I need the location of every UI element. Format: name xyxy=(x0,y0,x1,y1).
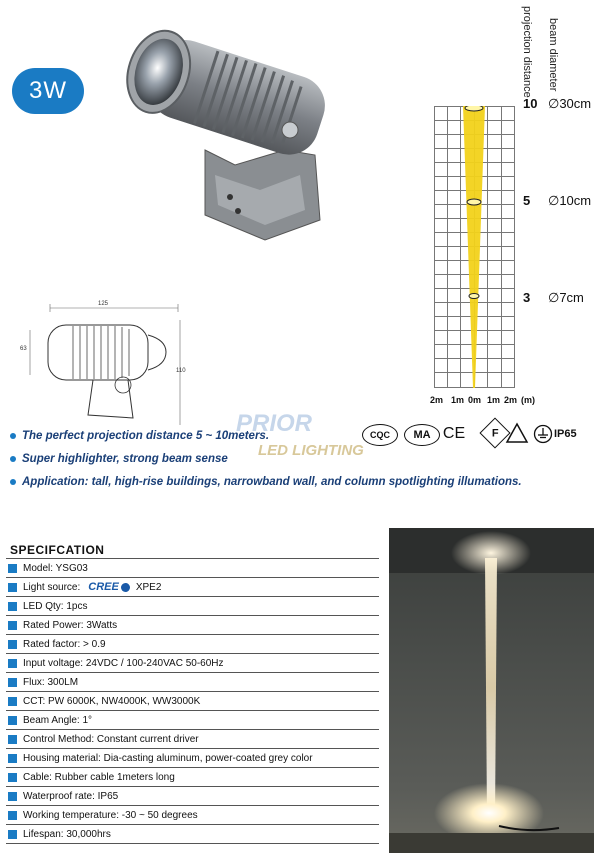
spec-bullet-icon xyxy=(8,640,17,649)
x-label-0m: 0m xyxy=(468,395,482,405)
spec-row-lifespan xyxy=(6,825,379,844)
spec-row-housing xyxy=(6,749,379,768)
spec-row-cable xyxy=(6,768,379,787)
spec-bullet-icon xyxy=(8,773,17,782)
spec-bullet-icon xyxy=(8,830,17,839)
spec-row-rated-factor xyxy=(6,635,379,654)
spec-row-led-qty xyxy=(6,597,379,616)
distance-5: 5 xyxy=(523,193,531,208)
spec-row-light-source xyxy=(6,578,379,597)
cert-triangle-icon xyxy=(505,422,529,444)
distance-10: 10 xyxy=(523,96,538,111)
bullet-dot-icon xyxy=(10,456,16,462)
ground-symbol-icon xyxy=(533,424,553,444)
dim-height-right: 110 xyxy=(176,368,186,374)
spec-row-model xyxy=(6,559,379,578)
x-label-1m-left: 1m xyxy=(451,395,465,405)
x-label-1m-right: 1m xyxy=(487,395,501,405)
feature-2 xyxy=(10,453,228,465)
spec-row-waterproof xyxy=(6,787,379,806)
spec-flux: Flux: 300LM xyxy=(23,676,79,688)
feature-2-text: Super highlighter, strong beam sense xyxy=(22,453,228,465)
cert-ip65: IP65 xyxy=(554,428,577,440)
spec-rated-power: Rated Power: 3Watts xyxy=(23,619,118,631)
spec-row-flux xyxy=(6,673,379,692)
cree-logo-icon xyxy=(121,583,130,592)
cert-cqc-icon: CQC xyxy=(362,424,398,446)
spec-bullet-icon xyxy=(8,716,17,725)
bullet-dot-icon xyxy=(10,479,16,485)
spec-row-rated-power xyxy=(6,616,379,635)
spec-model: Model: YSG03 xyxy=(23,562,88,574)
projection-distance-label: projection distance xyxy=(521,6,533,98)
dim-width: 125 xyxy=(98,301,109,307)
spec-temperature: Working temperature: -30 ~ 50 degrees xyxy=(23,809,198,821)
spec-row-control xyxy=(6,730,379,749)
spec-control: Control Method: Constant current driver xyxy=(23,733,199,745)
spec-housing: Housing material: Dia-casting aluminum, power-coated grey color xyxy=(23,752,313,764)
spotlight-product-image xyxy=(110,25,340,250)
spec-bullet-icon xyxy=(8,602,17,611)
beam-marker-3 xyxy=(469,294,479,299)
spec-bullet-icon xyxy=(8,659,17,668)
spec-bullet-icon xyxy=(8,811,17,820)
spec-bullet-icon xyxy=(8,735,17,744)
spec-row-beam-angle xyxy=(6,711,379,730)
spec-beam-angle: Beam Angle: 1° xyxy=(23,714,93,726)
spec-bullet-icon xyxy=(8,621,17,630)
spec-lifespan: Lifespan: 30,000hrs xyxy=(23,828,111,840)
spec-row-input-voltage xyxy=(6,654,379,673)
spec-bullet-icon xyxy=(8,564,17,573)
feature-3 xyxy=(10,476,522,488)
diameter-30: ∅30cm xyxy=(548,96,592,111)
beam-photo-art xyxy=(389,528,594,853)
beam-photo xyxy=(389,528,594,853)
dimension-drawing xyxy=(18,300,193,430)
spec-bullet-icon xyxy=(8,792,17,801)
feature-1 xyxy=(10,430,269,442)
feature-3-text: Application: tall, high-rise buildings, narrowband wall, and column spotlighting illumations. xyxy=(22,476,522,488)
beam-marker-5 xyxy=(467,199,481,205)
bullet-dot-icon xyxy=(10,433,16,439)
dim-height-left: 63 xyxy=(20,346,27,352)
cert-ce-icon: CE xyxy=(442,425,466,442)
spec-input-voltage: Input voltage: 24VDC / 100-240VAC 50-60Hz xyxy=(23,657,224,669)
spec-bullet-icon xyxy=(8,754,17,763)
cert-ma-icon: MA xyxy=(404,424,440,446)
spec-bullet-icon xyxy=(8,678,17,687)
spec-bullet-icon xyxy=(8,583,17,592)
spec-title: SPECIFCATION xyxy=(10,543,105,557)
spec-light-source-value: XPE2 xyxy=(135,581,162,593)
cree-logo: CREE xyxy=(88,581,119,593)
spec-waterproof: Waterproof rate: IP65 xyxy=(23,790,119,802)
spec-light-source: Light source: xyxy=(23,581,81,593)
distance-3: 3 xyxy=(523,290,531,305)
watermark-sub: LED LIGHTING xyxy=(258,442,364,459)
diameter-7: ∅7cm xyxy=(548,290,584,305)
spec-row-temperature xyxy=(6,806,379,825)
spec-rated-factor: Rated factor: > 0.9 xyxy=(23,638,106,650)
feature-1-text: The perfect projection distance 5 ~ 10meters. xyxy=(22,430,270,442)
x-label-unit: (m) xyxy=(521,395,535,405)
diameter-10: ∅10cm xyxy=(548,193,592,208)
spec-row-cct xyxy=(6,692,379,711)
beam-grid xyxy=(434,106,515,388)
watermark-brand: PRIOR xyxy=(236,410,313,437)
x-label-2m-right: 2m xyxy=(504,395,518,405)
cert-f-label: F xyxy=(491,426,499,439)
beam-marker-10 xyxy=(465,106,483,111)
spec-led-qty: LED Qty: 1pcs xyxy=(23,600,88,612)
spec-cct: CCT: PW 6000K, NW4000K, WW3000K xyxy=(23,695,201,707)
power-badge: 3W xyxy=(12,68,84,114)
grid-lines xyxy=(434,106,515,388)
spec-bullet-icon xyxy=(8,697,17,706)
x-label-2m-left: 2m xyxy=(430,395,444,405)
spec-cable: Cable: Rubber cable 1meters long xyxy=(23,771,175,783)
beam-diameter-label: beam diameter xyxy=(547,18,559,92)
